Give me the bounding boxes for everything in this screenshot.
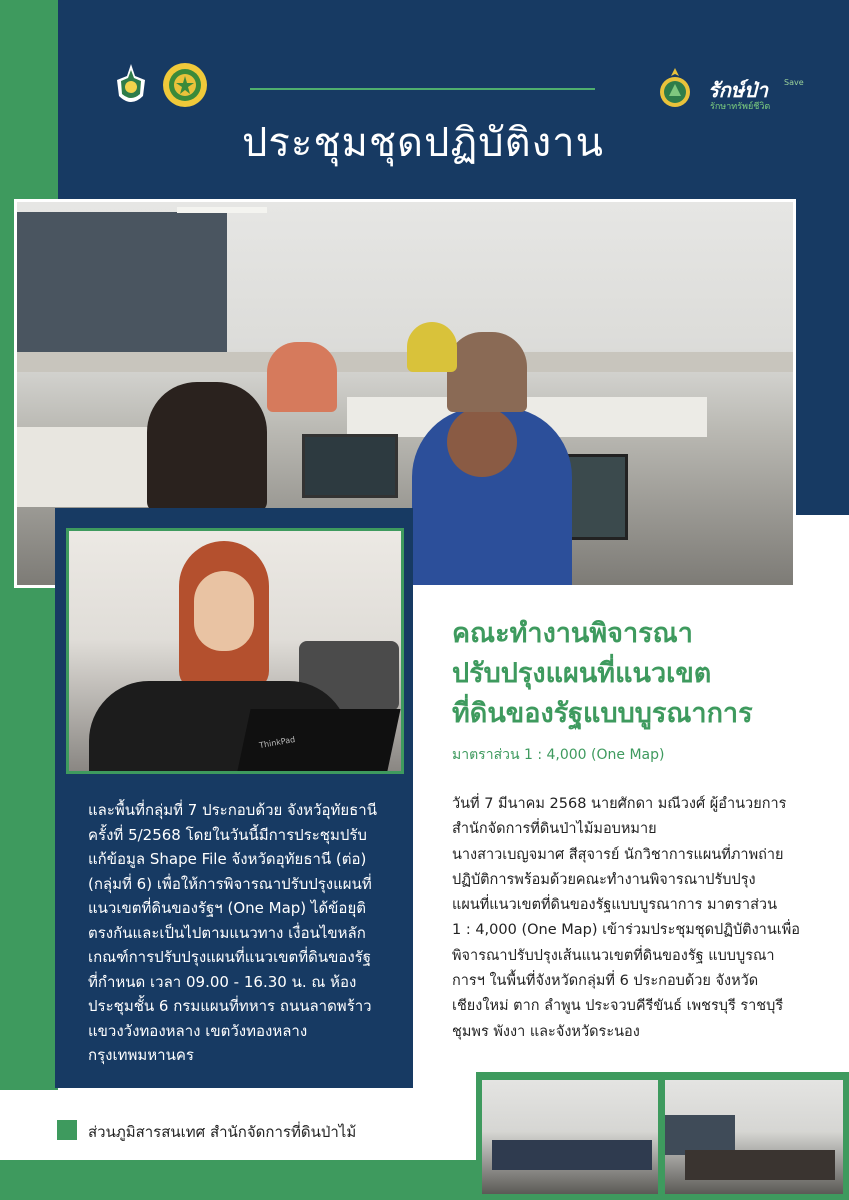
small-photo-1-people [492, 1140, 652, 1170]
article-heading [452, 614, 842, 734]
photo-person-yellow [407, 322, 457, 372]
right-paragraph-line: สำนักจัดการที่ดินป่าไม้มอบหมาย [452, 821, 657, 838]
royal-seal-logo [163, 63, 207, 107]
photo-ceiling-light [177, 207, 267, 213]
right-paragraph-line: ปฏิบัติการพร้อมด้วยคณะทำงานพิจารณาปรับปรุง [452, 871, 756, 888]
photo-man-head [447, 407, 517, 477]
small-photo-2-people [685, 1150, 835, 1180]
left-paragraph-line: ตรงกันและเป็นไปตามแนวทาง เงื่อนไขหลัก [88, 923, 366, 942]
page-title: ประชุมชุดปฏิบัติงาน [242, 120, 604, 166]
right-paragraph-line: พิจารณาปรับปรุงเส้นแนวเขตที่ดินของรัฐ แบบบูรณา [452, 947, 775, 964]
left-paragraph-line: กรุงเทพมหานคร [88, 1046, 194, 1064]
footer-organization: ส่วนภูมิสารสนเทศ สำนักจัดการที่ดินป่าไม้ [88, 1123, 357, 1141]
header-divider [250, 88, 595, 90]
small-photo-2-window [665, 1115, 735, 1155]
left-paragraph-line: แนวเขตที่ดินของรัฐฯ (One Map) ได้ข้อยุติ [88, 899, 366, 917]
right-paragraph-line: วันที่ 7 มีนาคม 2568 นายศักดา มณีวงศ์ ผู้อำนวยการ [452, 796, 787, 812]
photo-person-striped [447, 332, 527, 412]
right-paragraph-line: เชียงใหม่ ตาก ลำพูน ประจวบคีรีขันธ์ เพชรบุรี ราชบุรี [452, 998, 784, 1015]
left-paragraph-line: ประชุมชั้น 6 กรมแผนที่ทหาร ถนนลาดพร้าว [88, 997, 372, 1015]
photo-window [17, 212, 227, 352]
laptop-brand-label: ThinkPad [258, 734, 296, 751]
article-heading-line: คณะทำงานพิจารณา [452, 618, 693, 649]
left-paragraph-line: ที่กำหนด เวลา 09.00 - 16.30 น. ณ ห้อง [88, 972, 357, 991]
left-paragraph-line: ครั้งที่ 5/2568 โดยในวันนี้มีการประชุมปรับ [88, 825, 367, 844]
right-paragraph-line: นางสาวเบญจมาศ สีสุจารย์ นักวิชาการแผนที่ภาพถ่าย [452, 846, 784, 863]
raksa-pa-logo-subtext: รักษาทรัพย์ชีวิต [710, 102, 771, 112]
left-paragraph-line: แก้ข้อมูล Shape File จังหวัดอุทัยธานี (ต่อ) [88, 850, 367, 868]
left-paragraph-line: แขวงวังทองหลาง เขตวังทองหลาง [88, 1021, 308, 1040]
portrait-face [194, 571, 254, 651]
meeting-photo-small-1 [480, 1078, 660, 1196]
map-scale-subtitle: มาตราส่วน 1 : 4,000 (One Map) [452, 747, 665, 763]
photo-woman-front [147, 382, 267, 512]
footer-marker [57, 1120, 77, 1140]
raksa-pa-logo-text: รักษ์ป่า [708, 78, 768, 102]
right-paragraph-line: 1 : 4,000 (One Map) เข้าร่วมประชุมชุดปฏิบัติงานเพื่อ [452, 922, 800, 939]
left-paragraph-line: เกณฑ์การปรับปรุงแผนที่แนวเขตที่ดินของรัฐ [88, 948, 372, 966]
right-paragraph-line: การฯ ในพื้นที่จังหวัดกลุ่มที่ 6 ประกอบด้วย จังหวัด [452, 973, 759, 990]
photo-laptop-map [302, 434, 398, 498]
photo-person-floral [267, 342, 337, 412]
raksa-pa-logo [708, 74, 820, 114]
left-paragraph-line: และพื้นที่กลุ่มที่ 7 ประกอบด้วย จังหวัอุทัยธานี [88, 801, 377, 819]
right-paragraph [452, 792, 822, 1045]
raksa-pa-logo-save: Save [784, 78, 804, 87]
right-paragraph-line: แผนที่แนวเขตที่ดินของรัฐแบบบูรณาการ มาตราส่วน [452, 897, 777, 914]
participant-portrait-photo [66, 528, 404, 774]
right-paragraph-line: ชุมพร พังงา และจังหวัดระนอง [452, 1023, 640, 1040]
article-heading-line: ปรับปรุงแผนที่แนวเขต [452, 658, 712, 689]
article-heading-line: ที่ดินของรัฐแบบบูรณาการ [452, 698, 753, 729]
department-emblem-logo [113, 62, 149, 108]
forest-agency-emblem-logo [655, 66, 695, 110]
meeting-photo-small-2 [663, 1078, 845, 1196]
left-paragraph [88, 798, 400, 1068]
left-paragraph-line: (กลุ่มที่ 6) เพื่อให้การพิจารณาปรับปรุงแผนที่ [88, 874, 372, 893]
